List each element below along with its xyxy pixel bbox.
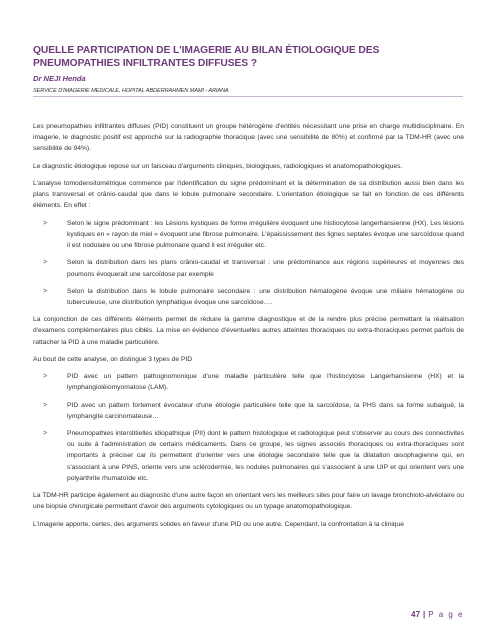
title-divider xyxy=(33,96,463,97)
chevron-right-icon: > xyxy=(43,401,48,409)
list-item xyxy=(33,371,464,393)
orientation-list xyxy=(33,218,464,308)
list-item xyxy=(33,400,464,422)
paragraph: Au bout de cette analyse, on distingue 3 types de PID xyxy=(33,355,193,363)
author-affiliation: SERVICE D'IMAGERIE MEDICALE, HOPITAL ABDERRAHMEN MAMI - ARIANA xyxy=(33,88,229,94)
list-item-text: PID avec un pattern pathognomonique d'une maladie particulière telle que l'histiocytose Langerhansienne (HX) et la lymphangioléiomyomatose (LAM). xyxy=(67,373,464,392)
list-item xyxy=(33,218,464,252)
page-number: 47 xyxy=(411,610,421,619)
page-label: P a g e xyxy=(428,610,464,619)
list-item xyxy=(33,428,464,484)
paragraph: L'analyse tomodensitométrique commence par l'identification du signe prédominant et la détermination de sa distribution aussi bien dans les plans transversal et crânio-caudal que dans le lobule pulmonaire secondaire. L'orientation étiologique se fait en fonction de ces différents éléments. En effet : xyxy=(33,180,464,210)
document-title: QUELLE PARTICIPATION DE L'IMAGERIE AU BILAN ÉTIOLOGIQUE DES PNEUMOPATHIES INFILTRANTES DIFFUSES ? xyxy=(33,45,380,69)
list-item-text: Pneumopathies interstitielles idiopathique (PII) dont le pattern histologique et radiologique peut s'observer au cours des connectivites ou suite à l'administration de certains médicaments. Dans ce groupe, les signes associés thoraciques ou extra-thoraciques sont importants à préciser car ils permettent d'orienter vers une étiologie secondaire telle que la dilatation œsophagienne qui, en s'associant à une PINS, oriente vers une sclérodermie, les nodules pulmonaires qui s'associent à une UIP et qui orientent vers une polyarthrite rhumatoïde etc. xyxy=(67,430,464,482)
paragraph: La conjonction de ces différents éléments permet de réduire la gamme diagnostique et de la rendre plus précise permettant la réalisation d'examens complémentaires plus ciblés. La mise en évidence d'éventuelles autres atteintes thoraciques ou extra-thoraciques permet parfois de rattacher la PID à une maladie particulière. xyxy=(33,316,464,346)
chevron-right-icon: > xyxy=(43,373,48,381)
chevron-right-icon: > xyxy=(43,287,48,295)
pid-types-list xyxy=(33,371,464,484)
author-name: Dr NEJI Henda xyxy=(33,74,86,83)
paragraph: Les pneumopathies infiltrantes diffuses (PID) constituent un groupe hétérogène d'entités nécessitant une prise en charge multidisciplinaire. En imagerie, le diagnostic positif est approché sur la radiographie thoracique (avec une sensibilité de 80%) et confirmé par la TDM-HR (avec une sensibilité de 94%). xyxy=(33,123,464,153)
list-item-text: Selon la distribution dans le lobule pulmonaire secondaire : une distribution hématogène évoque une miliaire hématogène ou tuberculeuse, une distribution lymphatique évoque une sarcoïdose…. xyxy=(67,287,464,306)
document-body xyxy=(33,121,464,536)
list-item-text: Selon la distribution dans les plans crânio-caudal et transversal : une prédominance aux régions supérieures et moyennes des poumons évoquerait une sarcoïdose par exemple xyxy=(67,259,464,278)
list-item xyxy=(33,286,464,308)
list-item xyxy=(33,257,464,279)
page-footer xyxy=(411,610,464,619)
chevron-right-icon: > xyxy=(43,259,48,267)
list-item-text: Selon le signe prédominant : les Lésions kystiques de forme irrégulière évoquent une histiocytose langerhansienne (HX). Les lésions kystiques en « rayon de miel » évoquent une fibrose pulmonaire. L'épaississement des lignes septales évoque une sarcoïdose quand il est nodulaire ou une fibrose pulmonaire quand il est irrégulier etc. xyxy=(67,219,464,250)
list-item-text: PID avec un pattern fortement évocateur d'une étiologie particulière telle que la sarcoïdose, la PHS dans sa forme subaiguë, la lymphangite carcinomateuse… xyxy=(67,401,464,420)
paragraph: Le diagnostic étiologique repose sur un faisceau d'arguments cliniques, biologiques, radiologiques et anatomopathologiques. xyxy=(33,162,403,170)
paragraph: La TDM-HR participe également au diagnostic d'une autre façon en orientant vers les meilleurs sites pour faire un lavage bronchiolo-alvéolaire ou une biopsie chirurgicale permettant d'avoir des arguments cytologiques ou un typage anatomopathologique. xyxy=(33,492,464,511)
footer-separator: | xyxy=(423,610,426,619)
chevron-right-icon: > xyxy=(43,219,48,227)
chevron-right-icon: > xyxy=(43,430,48,438)
paragraph: L'imagerie apporte, certes, des arguments solides en faveur d'une PID ou une autre. Cependant, la confrontation à la clinique xyxy=(33,520,404,528)
